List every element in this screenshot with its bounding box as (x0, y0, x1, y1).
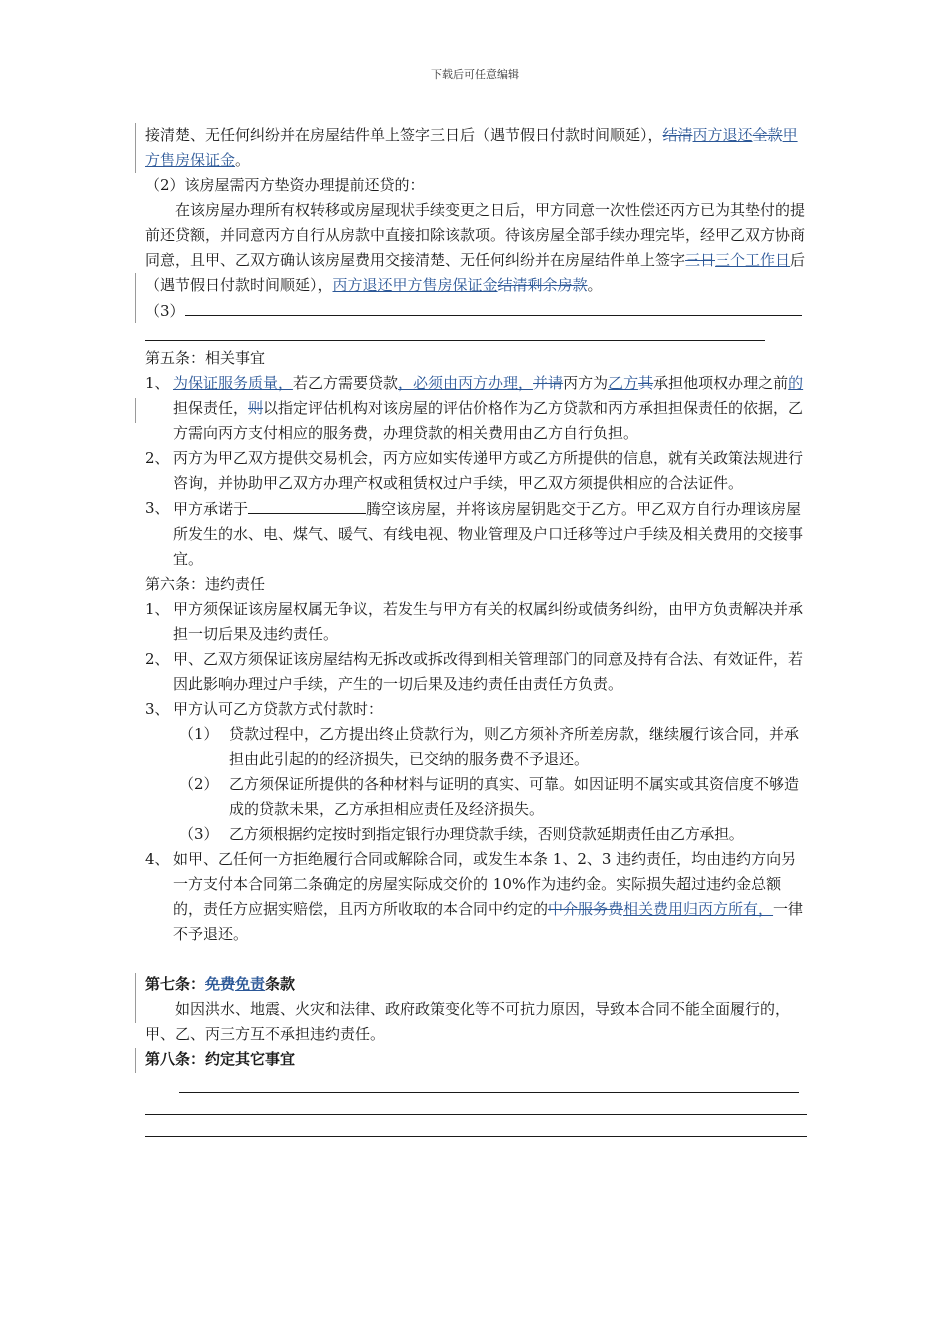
article-8-title: 第八条：约定其它事宜 (145, 1050, 296, 1068)
sub-list-item: （1） 贷款过程中，乙方提出终止贷款行为，则乙方须补齐所差房款，继续履行该合同，并承担由此引起的的经济损失，已交纳的服务费不予退还。 (179, 725, 800, 768)
fill-blank (248, 496, 366, 514)
sub-list-item: （3） 乙方须根据约定按时到指定银行办理贷款手续，否则贷款延期责任由乙方承担。 (179, 825, 744, 843)
change-bar (135, 273, 136, 323)
inserted-text: 甲方售房保证金 (145, 126, 798, 169)
list-item: 3、 甲方承诺于 腾空该房屋，并将该房屋钥匙交于乙方。甲乙双方自行办理该房屋所发生的水、电、煤气、暖气、有线电视、物业管理及户口迁移等过户手续及相关费用的交接事宜。 (145, 496, 807, 572)
change-bar (135, 1048, 136, 1073)
fill-line (145, 1120, 807, 1137)
fill-line (179, 1076, 799, 1093)
fill-line (145, 1098, 807, 1115)
page-header: 下载后可任意编辑 (431, 68, 519, 81)
sub-list-item: （2） 乙方须保证所提供的各种材料与证明的真实、可靠。如因证明不属实或其资信度不够造成的贷款未果，乙方承担相应责任及经济损失。 (179, 775, 800, 818)
paragraph-advance-loan-body: 在该房屋办理所有权转移或房屋现状手续变更之日后，甲方同意一次性偿还丙方已为其垫付的提前还贷额，并同意丙方自行从房款中直接扣除该款项。待该房屋全部手续办理完毕，经甲乙双方协商同意，且甲、乙双方确认该房屋费用交接清楚、无任何纠纷并在房屋结件单上签字三日三个工作日后（遇节假日付款时间顺延），丙方退还甲方售房保证金结清剩余房款。 (145, 201, 806, 294)
list-item: 1、 甲方须保证该房屋权属无争议，若发生与甲方有关的权属纠纷或债务纠纷，由甲方负责解决并承担一切后果及违约责任。 (145, 600, 804, 643)
document-body (145, 123, 807, 1142)
paragraph-payment-1: 接清楚、无任何纠纷并在房屋结件单上签字三日后（遇节假日付款时间顺延），结清丙方退还全款甲方售房保证金。 (145, 126, 798, 169)
fill-line (145, 324, 765, 341)
article-5-title: 第五条：相关事宜 (145, 349, 266, 367)
list-item: 1、 为保证服务质量，若乙方需要贷款，必须由丙方办理，并请丙方为乙方其承担他项权办理之前的担保责任，则以指定评估机构对该房屋的评估价格作为乙方贷款和丙方承担担保责任的依据，乙方需向丙方支付相应的服务费，办理贷款的相关费用由乙方自行负担。 (145, 374, 804, 442)
deleted-text: 全款 (752, 126, 783, 144)
list-item: 3、 甲方认可乙方贷款方式付款时： (145, 700, 384, 718)
deleted-text: 三日 (685, 251, 716, 269)
fill-blank (185, 298, 802, 316)
change-bar (135, 123, 136, 173)
article-7-title: 第七条：免费免责条款 (145, 975, 296, 993)
list-item: 2、 丙方为甲乙双方提供交易机会，丙方应如实传递甲方或乙方所提供的信息，就有关政策法规进行咨询，并协助甲乙双方办理产权或租赁权过户手续，甲乙双方须提供相应的合法证件。 (145, 449, 804, 492)
paragraph-item-3: （3） (145, 298, 807, 324)
deleted-text: 结清剩余房款 (497, 276, 588, 294)
inserted-text: 丙方退还 (692, 126, 753, 144)
paragraph-advance-loan: （2）该房屋需丙方垫资办理提前还贷的： (145, 176, 425, 194)
change-bar (135, 973, 136, 1023)
list-item: 2、 甲、乙双方须保证该房屋结构无拆改或拆改得到相关管理部门的同意及持有合法、有效证件，若因此影响办理过户手续，产生的一切后果及违约责任由责任方负责。 (145, 650, 804, 693)
article-7-body: 如因洪水、地震、火灾和法律、政府政策变化等不可抗力原因，导致本合同不能全面履行的，甲、乙、丙三方互不承担违约责任。 (145, 1000, 791, 1043)
article-6-title: 第六条：违约责任 (145, 575, 266, 593)
inserted-text: 丙方退还甲方售房保证金 (332, 276, 498, 294)
deleted-text: 结清 (662, 126, 693, 144)
change-bar (135, 398, 136, 423)
spacer (145, 947, 807, 972)
inserted-text: 三个工作日 (715, 251, 791, 269)
list-item: 4、 如甲、乙任何一方拒绝履行合同或解除合同，或发生本条 1、2、3 违约责任，均由违约方向另一方支付本合同第二条确定的房屋实际成交价的 10%作为违约金。实际损失超过违约金总额的，责任方应据实赔偿，且丙方所收取的本合同中约定的中介服务费相关费用归丙方所有，一律不予退还。 (145, 850, 804, 943)
